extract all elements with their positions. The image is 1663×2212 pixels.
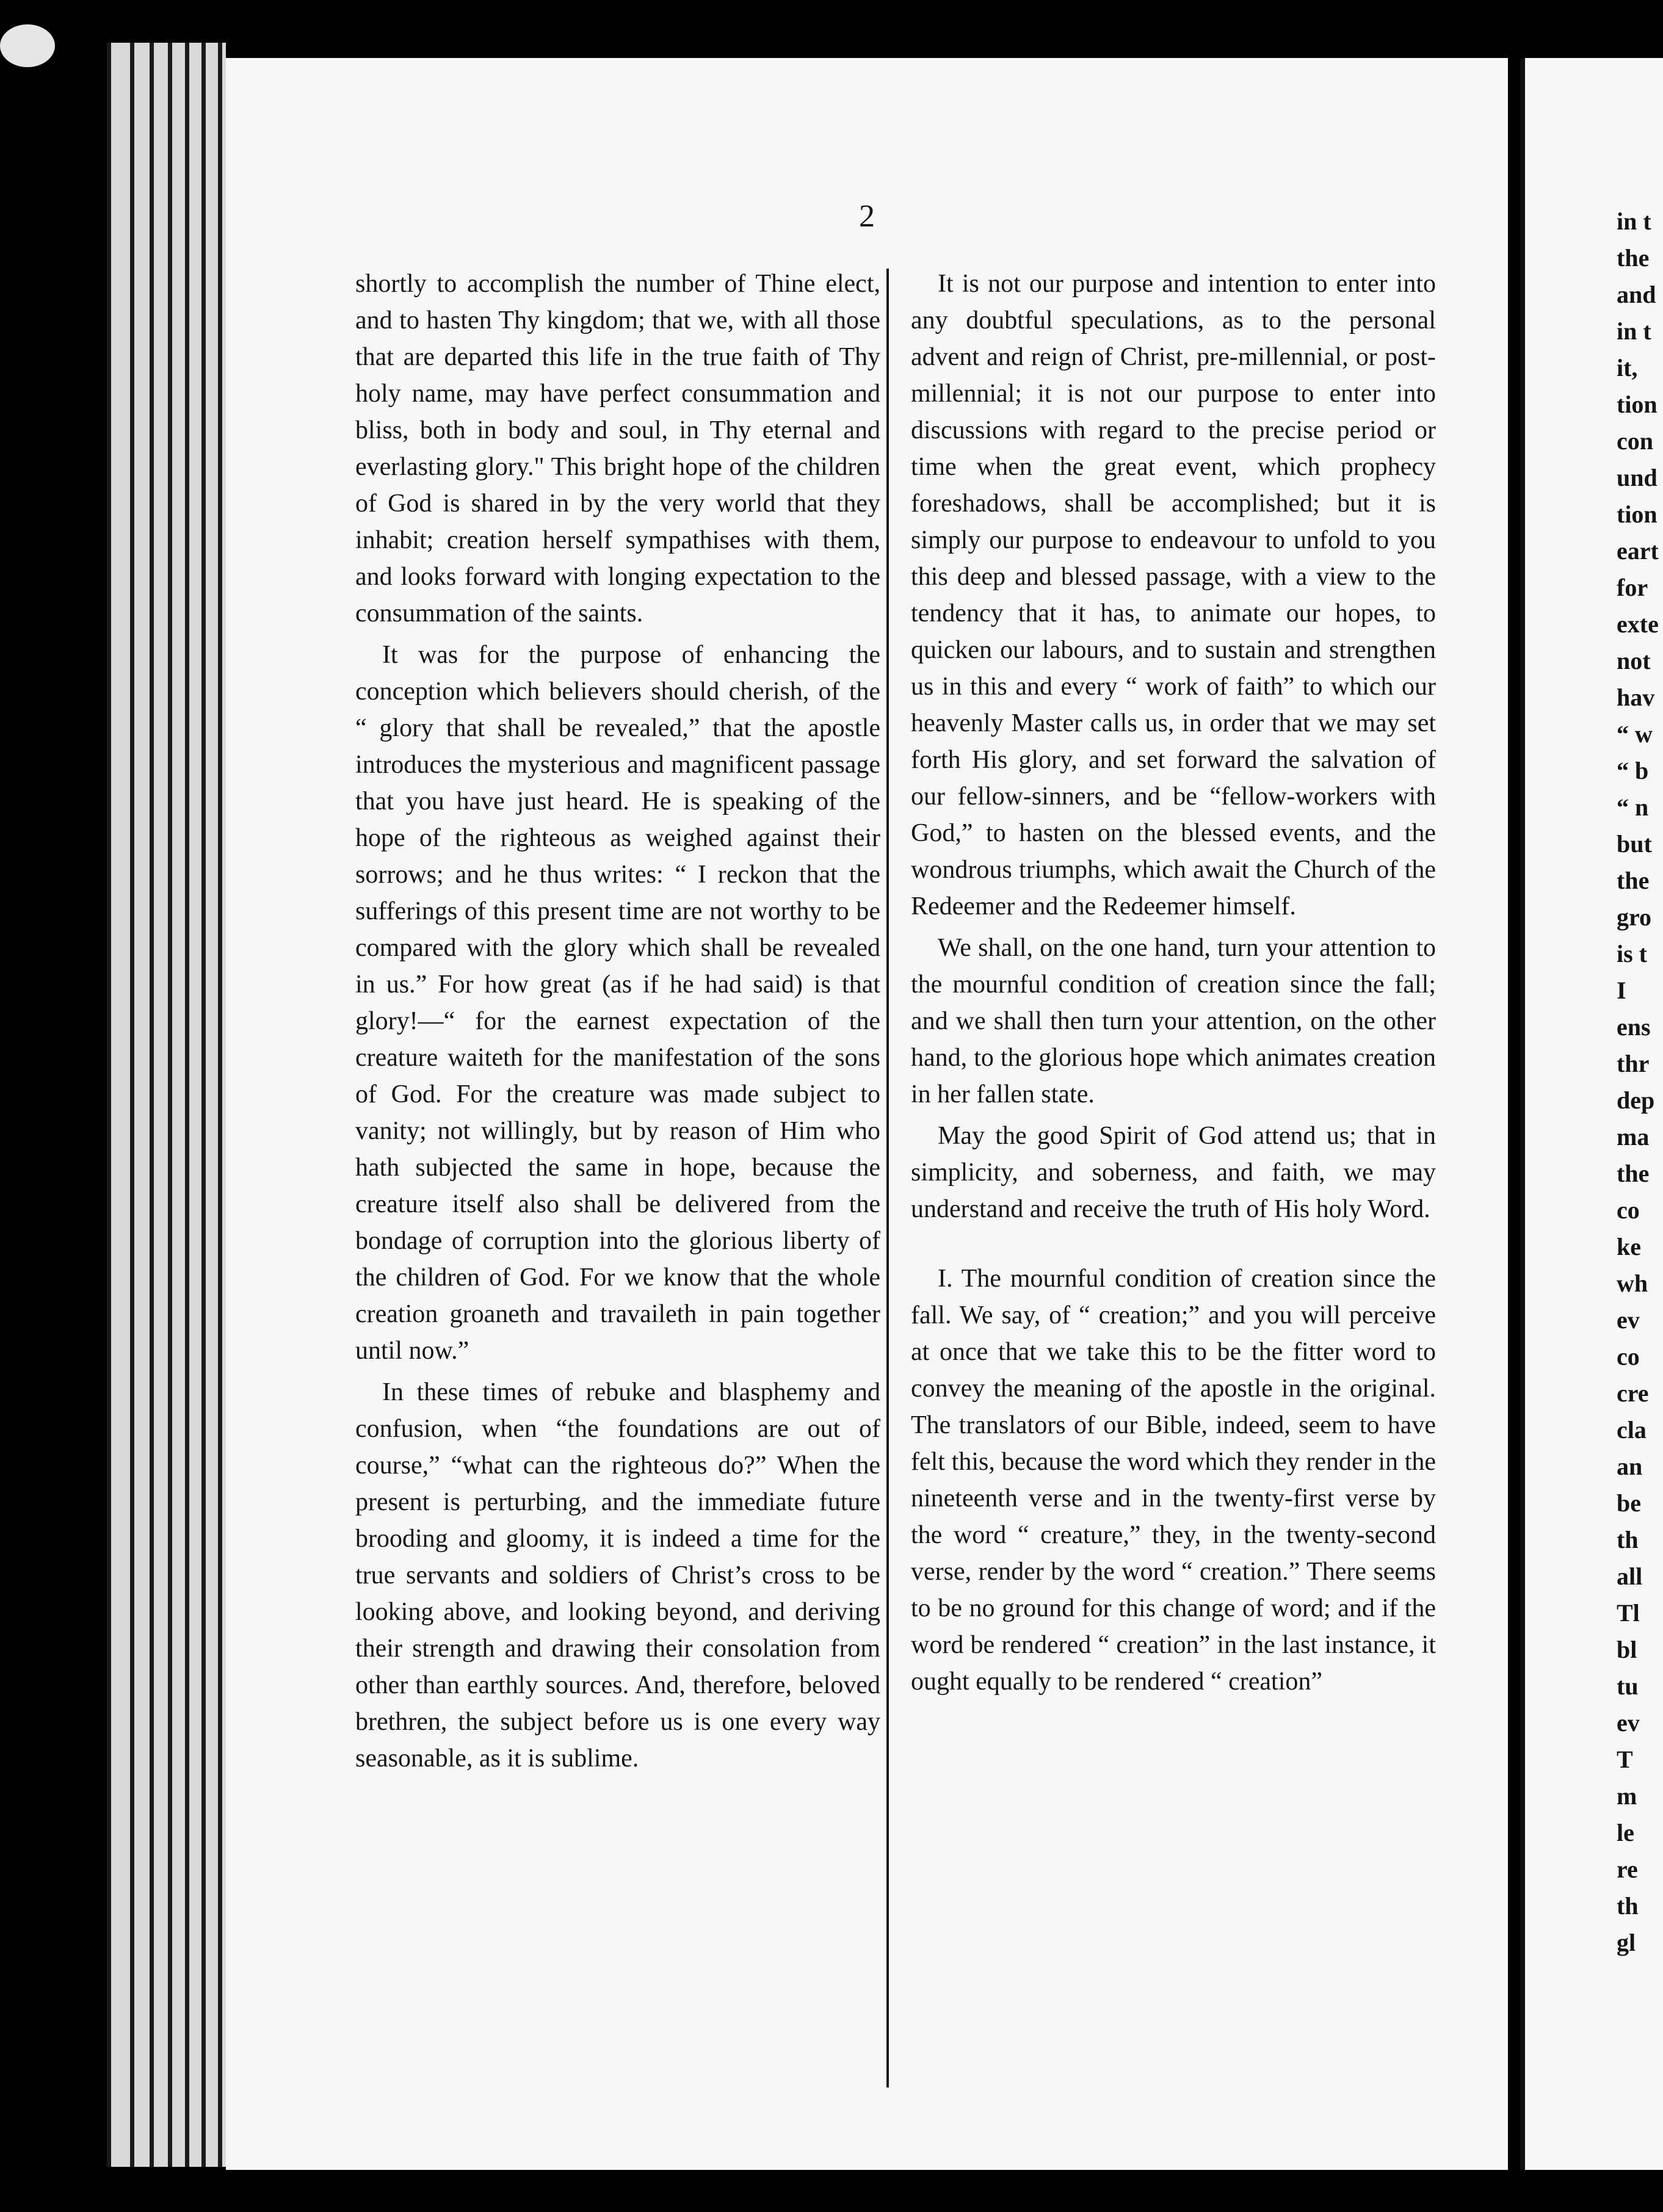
paragraph: shortly to accomplish the number of Thine elect, and to hasten Thy kingdom; that we, with all those that are departed this life in the true faith of Thy holy name, may have perfect consummation and bliss, both in body and soul, in Thy eternal and everlasting glory." This bright hope of the children of God is shared in by the very world that they inhabit; creation herself sympathises with them, and looks forward with longing expectation to the consummation of the saints. [355,270,880,627]
next-page-line: re [1617,1856,1638,1883]
next-page-text-fragments [1617,203,1659,1961]
next-page-line: ev [1617,1306,1640,1334]
next-page-line: dep [1617,1086,1655,1114]
next-page-line: for [1617,574,1648,601]
next-page-strip [1520,58,1663,2170]
book-page [226,58,1508,2170]
left-column [355,266,880,1782]
next-page-line: is t [1617,940,1647,967]
next-page-line: tu [1617,1672,1639,1700]
page-edge-line [185,43,189,2167]
next-page-line: the [1617,1160,1650,1187]
scan-blemish [0,24,55,67]
page-edge-line [107,43,111,2167]
next-page-line: hav [1617,684,1655,711]
next-page-line: ke [1617,1233,1641,1260]
next-page-line: und [1617,464,1658,491]
section-paragraph: I. The mournful condition of creation since the fall. We say, of “ creation;” and you will perceive at once that we take this to be the fitter word to convey the meaning of the apostle in the original. The translators of our Bible, indeed, seem to have felt this, because the word which they render in the nineteenth verse and in the twenty-first verse by the word “ creature,” they, in the twenty-second verse, render by the word “ creation.” There seems to be no ground for this change of word; and if the word be rendered “ creation” in the last instance, it ought equally to be rendered “ creation” [911,1265,1436,1696]
page-edge-line [168,43,172,2167]
paragraph: In these times of rebuke and blasphemy and confusion, when “the foundations are out of course,” “what can the righteous do?” When the present is perturbing, and the immediate future brooding and gloomy, it is indeed a time for the true servants and soldiers of Christ’s cross to be looking above, and looking beyond, and deriving their strength and drawing their consolation from other than earthly sources. And, therefore, beloved brethren, the subject before us is one every way seasonable, as it is sublime. [355,1378,880,1773]
next-page-line: in t [1617,208,1651,235]
right-column [911,266,1436,1705]
next-page-line: Tl [1617,1599,1640,1627]
page-edge-line [218,43,222,2167]
next-page-line: T [1617,1746,1633,1773]
next-page-line: cre [1617,1379,1649,1407]
paragraph: It is not our purpose and intention to enter into any doubtful speculations, as to the personal advent and reign of Christ, pre-millennial, or post-millennial; it is not our purpose to enter into discussions with regard to the precise period or time when the great event, which prophecy foreshadows, shall be accomplished; but it is simply our purpose to endeavour to unfold to you this deep and blessed passage, with a view to the tendency that it has, to animate our hopes, to quicken our labours, and to sustain and strengthen us in this and every “ work of faith” to which our heavenly Master calls us, in order that we may set forth His glory, and set forward the salvation of our fellow-sinners, and be “fellow-workers with God,” to hasten on the blessed events, and the wondrous triumphs, which await the Church of the Redeemer and the Redeemer himself. [911,270,1436,920]
next-page-line: be [1617,1489,1641,1517]
next-page-line: ens [1617,1013,1651,1041]
page-edge-line [130,43,134,2167]
next-page-line: m [1617,1782,1637,1810]
next-page-line: but [1617,830,1652,858]
paragraph: We shall, on the one hand, turn your attention to the mournful condition of creation since the fall; and we shall then turn your attention, on the other hand, to the glorious hope which animates creation in her fallen state. [911,934,1436,1108]
page-edges [107,43,226,2167]
next-page-line: “ n [1617,793,1649,821]
next-page-line: thr [1617,1050,1650,1077]
next-page-line: not [1617,647,1651,674]
paragraph: May the good Spirit of God attend us; that in simplicity, and soberness, and faith, we may understand and receive the truth of His holy Word. [911,1122,1436,1223]
next-page-line: cla [1617,1416,1647,1444]
next-page-line: th [1617,1526,1639,1553]
next-page-line: the [1617,867,1650,894]
next-page-line: all [1617,1563,1643,1590]
next-page-line: ma [1617,1123,1650,1151]
column-divider [886,269,889,2087]
next-page-line: le [1617,1819,1634,1846]
next-page-line: “ w [1617,720,1653,748]
next-page-line: exte [1617,610,1659,638]
next-page-line: gro [1617,903,1652,931]
page-edge-line [201,43,206,2167]
paragraph: It was for the purpose of enhancing the conception which believers should cherish, of the “ glory that shall be revealed,” that the apostle introduces the mysterious and magnificent passage that you have just heard. He is speaking of the hope of the righteous as weighed against their sorrows; and he thus writes: “ I reckon that the sufferings of this present time are not worthy to be compared with the glory which shall be revealed in us.” For how great (as if he had said) is that glory!—“ for the earnest expectation of the creature waiteth for the manifestation of the sons of God. For the creature was made subject to vanity; not willingly, but by reason of Him who hath subjected the same in hope, because the creature itself also shall be delivered from the bondage of corruption into the glorious liberty of the children of God. For we know that the whole creation groaneth and travaileth in pain together until now.” [355,641,880,1365]
next-page-line: co [1617,1343,1640,1370]
next-page-line: tion [1617,391,1658,418]
page-number: 2 [859,199,875,234]
next-page-line: tion [1617,501,1658,528]
next-page-line: in t [1617,317,1651,345]
next-page-line: con [1617,427,1653,455]
next-page-line: gl [1617,1929,1636,1956]
next-page-line: it, [1617,354,1638,381]
next-page-line: the [1617,244,1650,272]
page-edge-line [150,43,154,2167]
next-page-line: “ b [1617,757,1649,784]
next-page-line: eart [1617,537,1659,565]
next-page-line: wh [1617,1270,1648,1297]
next-page-line: I [1617,977,1626,1004]
next-page-line: and [1617,281,1656,308]
next-page-line: an [1617,1453,1643,1480]
next-page-line: co [1617,1196,1640,1224]
next-page-line: ev [1617,1709,1640,1737]
next-page-line: th [1617,1892,1639,1920]
next-page-line: bl [1617,1636,1637,1663]
